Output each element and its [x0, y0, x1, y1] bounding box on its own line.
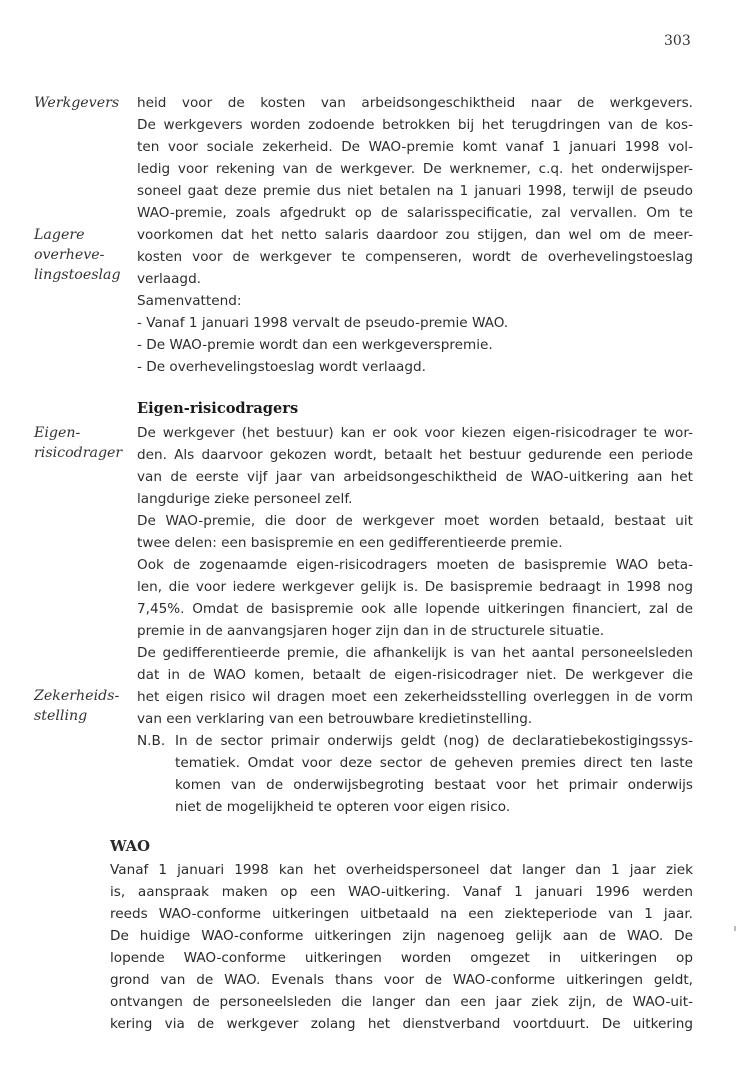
body-line: De werkgevers worden zodoende betrokken bij het terugdringen van de kos-: [137, 117, 693, 133]
margin-note-werkgevers: [34, 93, 134, 113]
margin-note-line: overheve-: [34, 247, 105, 263]
section-heading-eigen-risicodragers: Eigen-risicodragers: [137, 400, 299, 417]
margin-note-line: stelling: [34, 708, 88, 724]
body-line: ten voor sociale zekerheid. De WAO-premie komt vanaf 1 januari 1998 vol-: [137, 139, 693, 155]
margin-note-line: Werkgevers: [34, 95, 120, 111]
margin-note-lagere-overhevelingstoeslag: [34, 225, 134, 285]
body-line: kering via de werkgever zolang het dienstverband voortduurt. De uitkering: [110, 1016, 693, 1032]
body-line: van een verklaring van een betrouwbare kredietinstelling.: [137, 711, 533, 727]
body-line: dat in de WAO komen, betaalt de eigen-risicodrager niet. De werkgever die: [137, 667, 693, 683]
body-line: reeds WAO-conforme uitkeringen uitbetaald na een ziekteperiode van 1 jaar.: [110, 906, 693, 922]
body-line: - Vanaf 1 januari 1998 vervalt de pseudo-premie WAO.: [137, 315, 509, 331]
scan-mark: [734, 926, 736, 931]
nb-line: tematiek. Omdat voor deze sector de geheven premies direct ten laste: [175, 755, 693, 771]
body-line: Samenvattend:: [137, 293, 242, 309]
body-line: Ook de zogenaamde eigen-risicodragers moeten de basispremie WAO beta-: [137, 557, 693, 573]
body-line: De gedifferentieerde premie, die afhankelijk is van het aantal personeelsleden: [137, 645, 693, 661]
body-line: 7,45%. Omdat de basispremie ook alle lopende uitkeringen financiert, zal de: [137, 601, 693, 617]
body-line: WAO-premie, zoals afgedrukt op de salarisspecificatie, zal vervallen. Om te: [137, 205, 693, 221]
margin-note-line: risicodrager: [34, 445, 123, 461]
margin-note-line: lingstoeslag: [34, 267, 121, 283]
body-line: verlaagd.: [137, 271, 202, 287]
body-line: twee delen: een basispremie en een gedifferentieerde premie.: [137, 535, 563, 551]
body-line: grond van de WAO. Evenals thans voor de WAO-conforme uitkeringen geldt,: [110, 972, 693, 988]
body-line: De werkgever (het bestuur) kan er ook voor kiezen eigen-risicodrager te wor-: [137, 425, 693, 441]
body-line: Vanaf 1 januari 1998 kan het overheidspersoneel dat langer dan 1 jaar ziek: [110, 862, 693, 878]
body-line: heid voor de kosten van arbeidsongeschiktheid naar de werkgevers.: [137, 95, 693, 111]
body-line: voorkomen dat het netto salaris daardoor zou stijgen, dan wel om de meer-: [137, 227, 693, 243]
nb-label: N.B.: [137, 733, 166, 749]
body-line: van de eerste vijf jaar van arbeidsongeschiktheid de WAO-uitkering aan het: [137, 469, 693, 485]
body-line: - De WAO-premie wordt dan een werkgeverspremie.: [137, 337, 493, 353]
body-line: ledig voor rekening van de werkgever. De werknemer, c.q. het onderwijsper-: [137, 161, 693, 177]
body-line: ontvangen de personeelsleden die langer dan een jaar ziek zijn, de WAO-uit-: [110, 994, 693, 1010]
body-line: premie in de aanvangsjaren hoger zijn dan in de structurele situatie.: [137, 623, 605, 639]
margin-note-line: Eigen-: [34, 425, 81, 441]
body-line: De WAO-premie, die door de werkgever moet worden betaald, bestaat uit: [137, 513, 693, 529]
nb-line: In de sector primair onderwijs geldt (nog) de declaratiebekostigingssys-: [175, 733, 693, 749]
body-line: De huidige WAO-conforme uitkeringen zijn nagenoeg gelijk aan de WAO. De: [110, 928, 693, 944]
margin-note-line: Zekerheids-: [34, 688, 120, 704]
body-line: lopende WAO-conforme uitkeringen worden omgezet in uitkeringen op: [110, 950, 693, 966]
nb-line: komen van de onderwijsbegroting bestaat voor het primair onderwijs: [175, 777, 693, 793]
margin-note-eigen-risicodrager: [34, 423, 134, 463]
body-line: is, aanspraak maken op een WAO-uitkering. Vanaf 1 januari 1996 werden: [110, 884, 693, 900]
section-heading-wao: WAO: [110, 838, 151, 855]
body-line: - De overhevelingstoeslag wordt verlaagd.: [137, 359, 426, 375]
nb-line: niet de mogelijkheid te opteren voor eigen risico.: [175, 799, 511, 815]
body-line: kosten voor de werkgever te compenseren, wordt de overhevelingstoeslag: [137, 249, 693, 265]
page-number: 303: [664, 33, 691, 49]
body-line: den. Als daarvoor gekozen wordt, betaalt het bestuur gedurende een periode: [137, 447, 693, 463]
body-line: len, die voor iedere werkgever gelijk is. De basispremie bedraagt in 1998 nog: [137, 579, 693, 595]
margin-note-line: Lagere: [34, 227, 85, 243]
body-line: langdurige zieke personeel zelf.: [137, 491, 353, 507]
body-line: het eigen risico wil dragen moet een zekerheidsstelling overleggen in de vorm: [137, 689, 693, 705]
margin-note-zekerheidsstelling: [34, 686, 134, 726]
body-line: soneel gaat deze premie dus niet betalen na 1 januari 1998, terwijl de pseudo: [137, 183, 693, 199]
